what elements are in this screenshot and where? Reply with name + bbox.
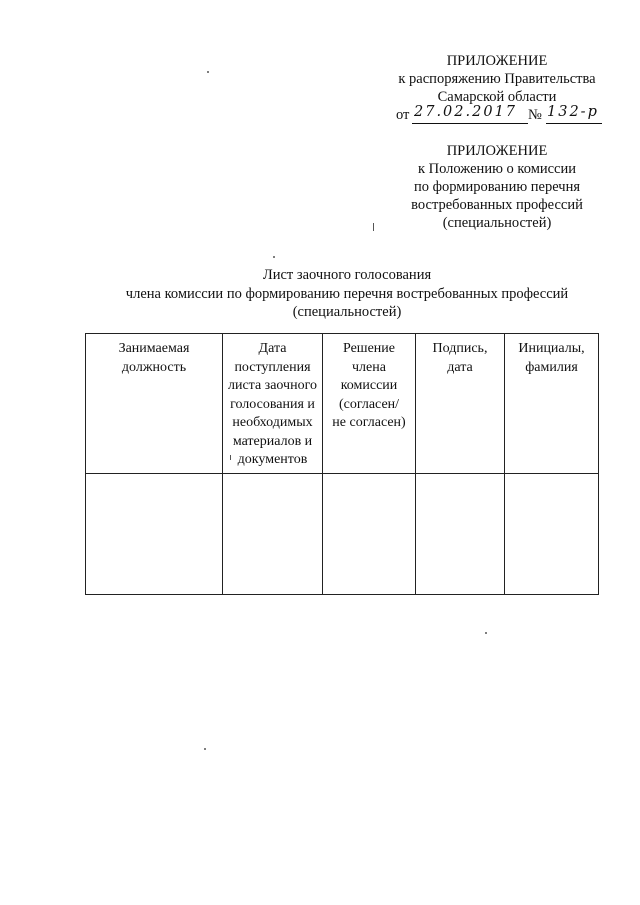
appendix-line-2: Самарской области <box>437 89 557 105</box>
voting-table <box>85 333 599 595</box>
scan-speck <box>230 455 231 460</box>
scan-speck <box>207 71 209 73</box>
header-cell-position: Занимаемая должность <box>86 334 223 474</box>
header-cell-name: Инициалы, фамилия <box>505 334 599 474</box>
appendix2-line-4: (специальностей) <box>442 215 552 231</box>
table-cell <box>323 474 416 595</box>
document-title-line-3: (специальностей) <box>292 304 402 320</box>
scan-speck <box>373 223 374 231</box>
header-cell-receipt-date: Дата поступления листа заочного голосования и необходимых материалов и документов <box>223 334 323 474</box>
appendix2-line-1: к Положению о комиссии <box>417 161 577 177</box>
header-cell-decision: Решение члена комиссии (согласен/ не согласен) <box>323 334 416 474</box>
table-cell <box>86 474 223 595</box>
handwritten-date: 27.02.2017 <box>414 104 518 120</box>
table-header-row <box>86 334 599 474</box>
appendix2-title: ПРИЛОЖЕНИЕ <box>446 143 548 159</box>
table-row <box>86 474 599 595</box>
document-title-line-1: Лист заочного голосования <box>262 267 432 283</box>
document-title-line-2: члена комиссии по формированию перечня востребованных профессий <box>125 286 569 302</box>
number-sign: № <box>528 107 542 123</box>
scan-speck <box>273 256 275 258</box>
date-underline <box>412 123 528 124</box>
appendix2-line-3: востребованных профессий <box>411 197 583 213</box>
scan-speck <box>204 748 206 750</box>
header-cell-signature: Подпись, дата <box>416 334 505 474</box>
appendix2-line-2: по формированию перечня <box>413 179 581 195</box>
scan-speck <box>485 632 487 634</box>
handwritten-number: 132-р <box>547 104 599 120</box>
table-cell <box>416 474 505 595</box>
table-cell <box>505 474 599 595</box>
date-prefix: от <box>396 107 410 123</box>
appendix-title: ПРИЛОЖЕНИЕ <box>446 53 548 69</box>
appendix-line-1: к распоряжению Правительства <box>398 71 596 87</box>
table-cell <box>223 474 323 595</box>
number-underline <box>546 123 602 124</box>
